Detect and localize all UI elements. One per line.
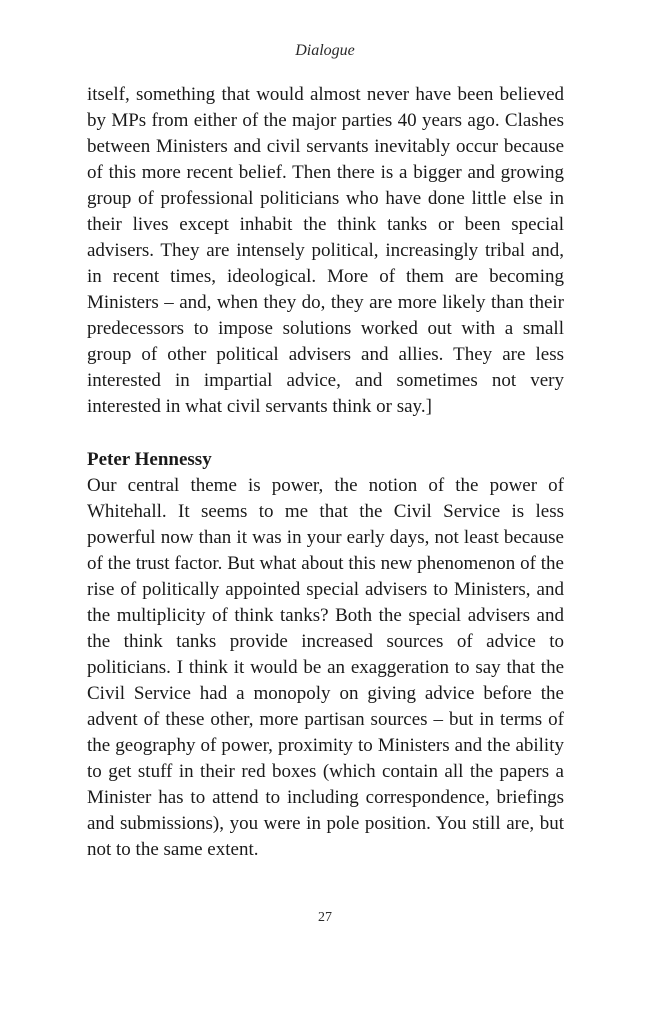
running-head: Dialogue: [295, 42, 355, 59]
speaker-block: [87, 447, 564, 863]
continued-paragraph: itself, something that would almost never have been believed by MPs from either of the major parties 40 years ago. Clashes between Ministers and civil servants inevitably occur because of this more recent belief. Then there is a bigger and growing group of professional politicians who have done little else in their lives except inhabit the think tanks or been special advisers. They are intensely political, increasingly tribal and, in recent times, ideological. More of them are becoming Ministers – and, when they do, they are more likely than their predecessors to impose solutions worked out with a small group of other political advisers and allies. They are less interested in impartial advice, and sometimes not very interested in what civil servants think or say.]: [87, 84, 564, 417]
speaker-name: Peter Hennessy: [87, 449, 212, 470]
page-number: 27: [318, 910, 332, 925]
speaker-paragraph: Our central theme is power, the notion of the power of Whitehall. It seems to me that the Civil Service is less powerful now than it was in your early days, not least because of the trust factor. But what about this new phenomenon of the rise of politically appointed special advisers to Ministers, and the multiplicity of think tanks? Both the special advisers and the think tanks provide increased sources of advice to politicians. I think it would be an exaggeration to say that the Civil Service had a monopoly on giving advice before the advent of these other, more partisan sources – but in terms of the geography of power, proximity to Ministers and the ability to get stuff in their red boxes (which contain all the papers a Minister has to attend to including correspondence, briefings and submissions), you were in pole position. You still are, but not to the same extent.: [87, 475, 564, 860]
continued-paragraph-block: [87, 82, 564, 420]
